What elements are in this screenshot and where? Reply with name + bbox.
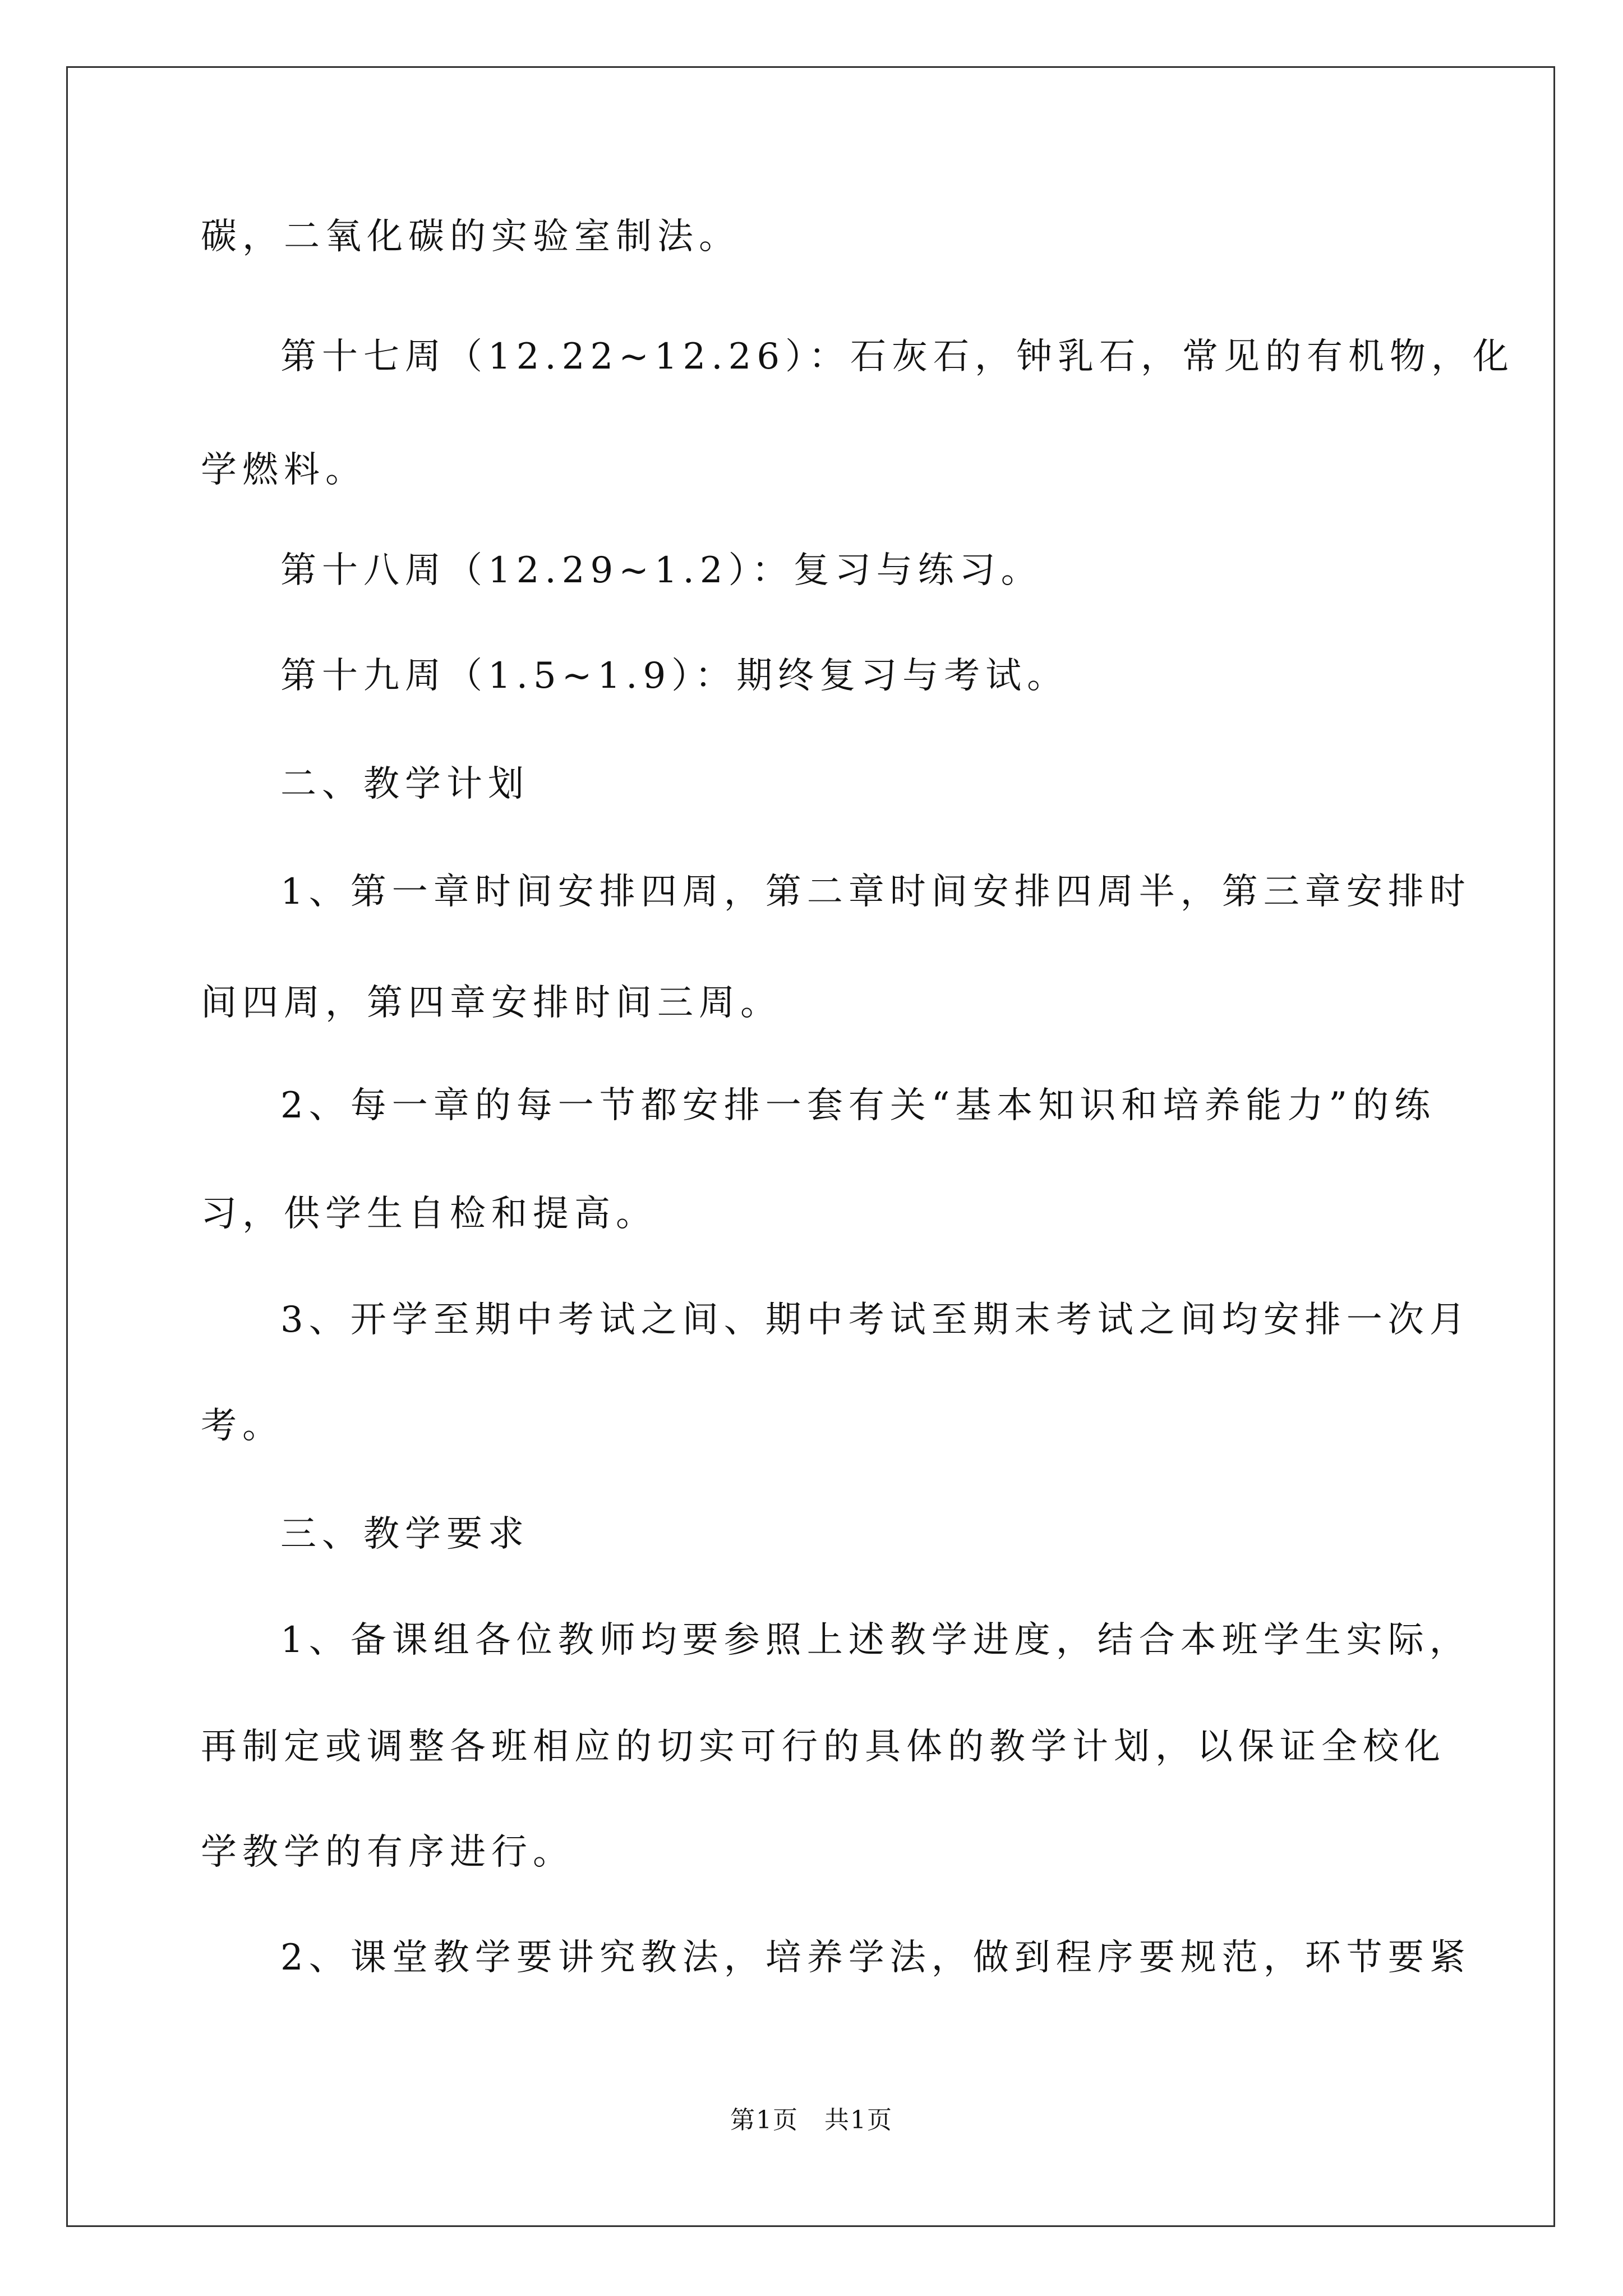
text-line: 学燃料。 bbox=[201, 449, 367, 491]
text-line: 习，供学生自检和提高。 bbox=[201, 1193, 657, 1235]
page-border bbox=[66, 66, 1555, 2227]
page-footer: 第1页 共1页 bbox=[730, 2106, 893, 2134]
text-line: 1、第一章时间安排四周，第二章时间安排四周半，第三章安排时 bbox=[280, 871, 1471, 913]
section-heading: 二、教学计划 bbox=[280, 763, 529, 805]
text-line: 再制定或调整各班相应的切实可行的具体的教学计划，以保证全校化 bbox=[201, 1726, 1446, 1768]
text-line: 第十九周（1.5~1.9）：期终复习与考试。 bbox=[280, 655, 1069, 697]
section-heading: 三、教学要求 bbox=[280, 1513, 529, 1555]
text-line: 2、每一章的每一节都安排一套有关“基本知识和培养能力”的练 bbox=[280, 1085, 1436, 1126]
text-line: 学教学的有序进行。 bbox=[201, 1832, 574, 1873]
text-line: 1、备课组各位教师均要参照上述教学进度，结合本班学生实际， bbox=[280, 1619, 1471, 1661]
text-line: 第十八周（12.29~1.2）：复习与练习。 bbox=[280, 550, 1043, 591]
text-line: 2、课堂教学要讲究教法，培养学法，做到程序要规范，环节要紧 bbox=[280, 1937, 1471, 1978]
text-line: 碳，二氧化碳的实验室制法。 bbox=[201, 216, 740, 257]
text-line: 第十七周（12.22~12.26）：石灰石，钟乳石，常见的有机物，化 bbox=[280, 336, 1515, 378]
text-line: 考。 bbox=[201, 1405, 284, 1447]
text-line: 3、开学至期中考试之间、期中考试至期末考试之间均安排一次月 bbox=[280, 1299, 1471, 1341]
text-line: 间四周，第四章安排时间三周。 bbox=[201, 982, 782, 1024]
